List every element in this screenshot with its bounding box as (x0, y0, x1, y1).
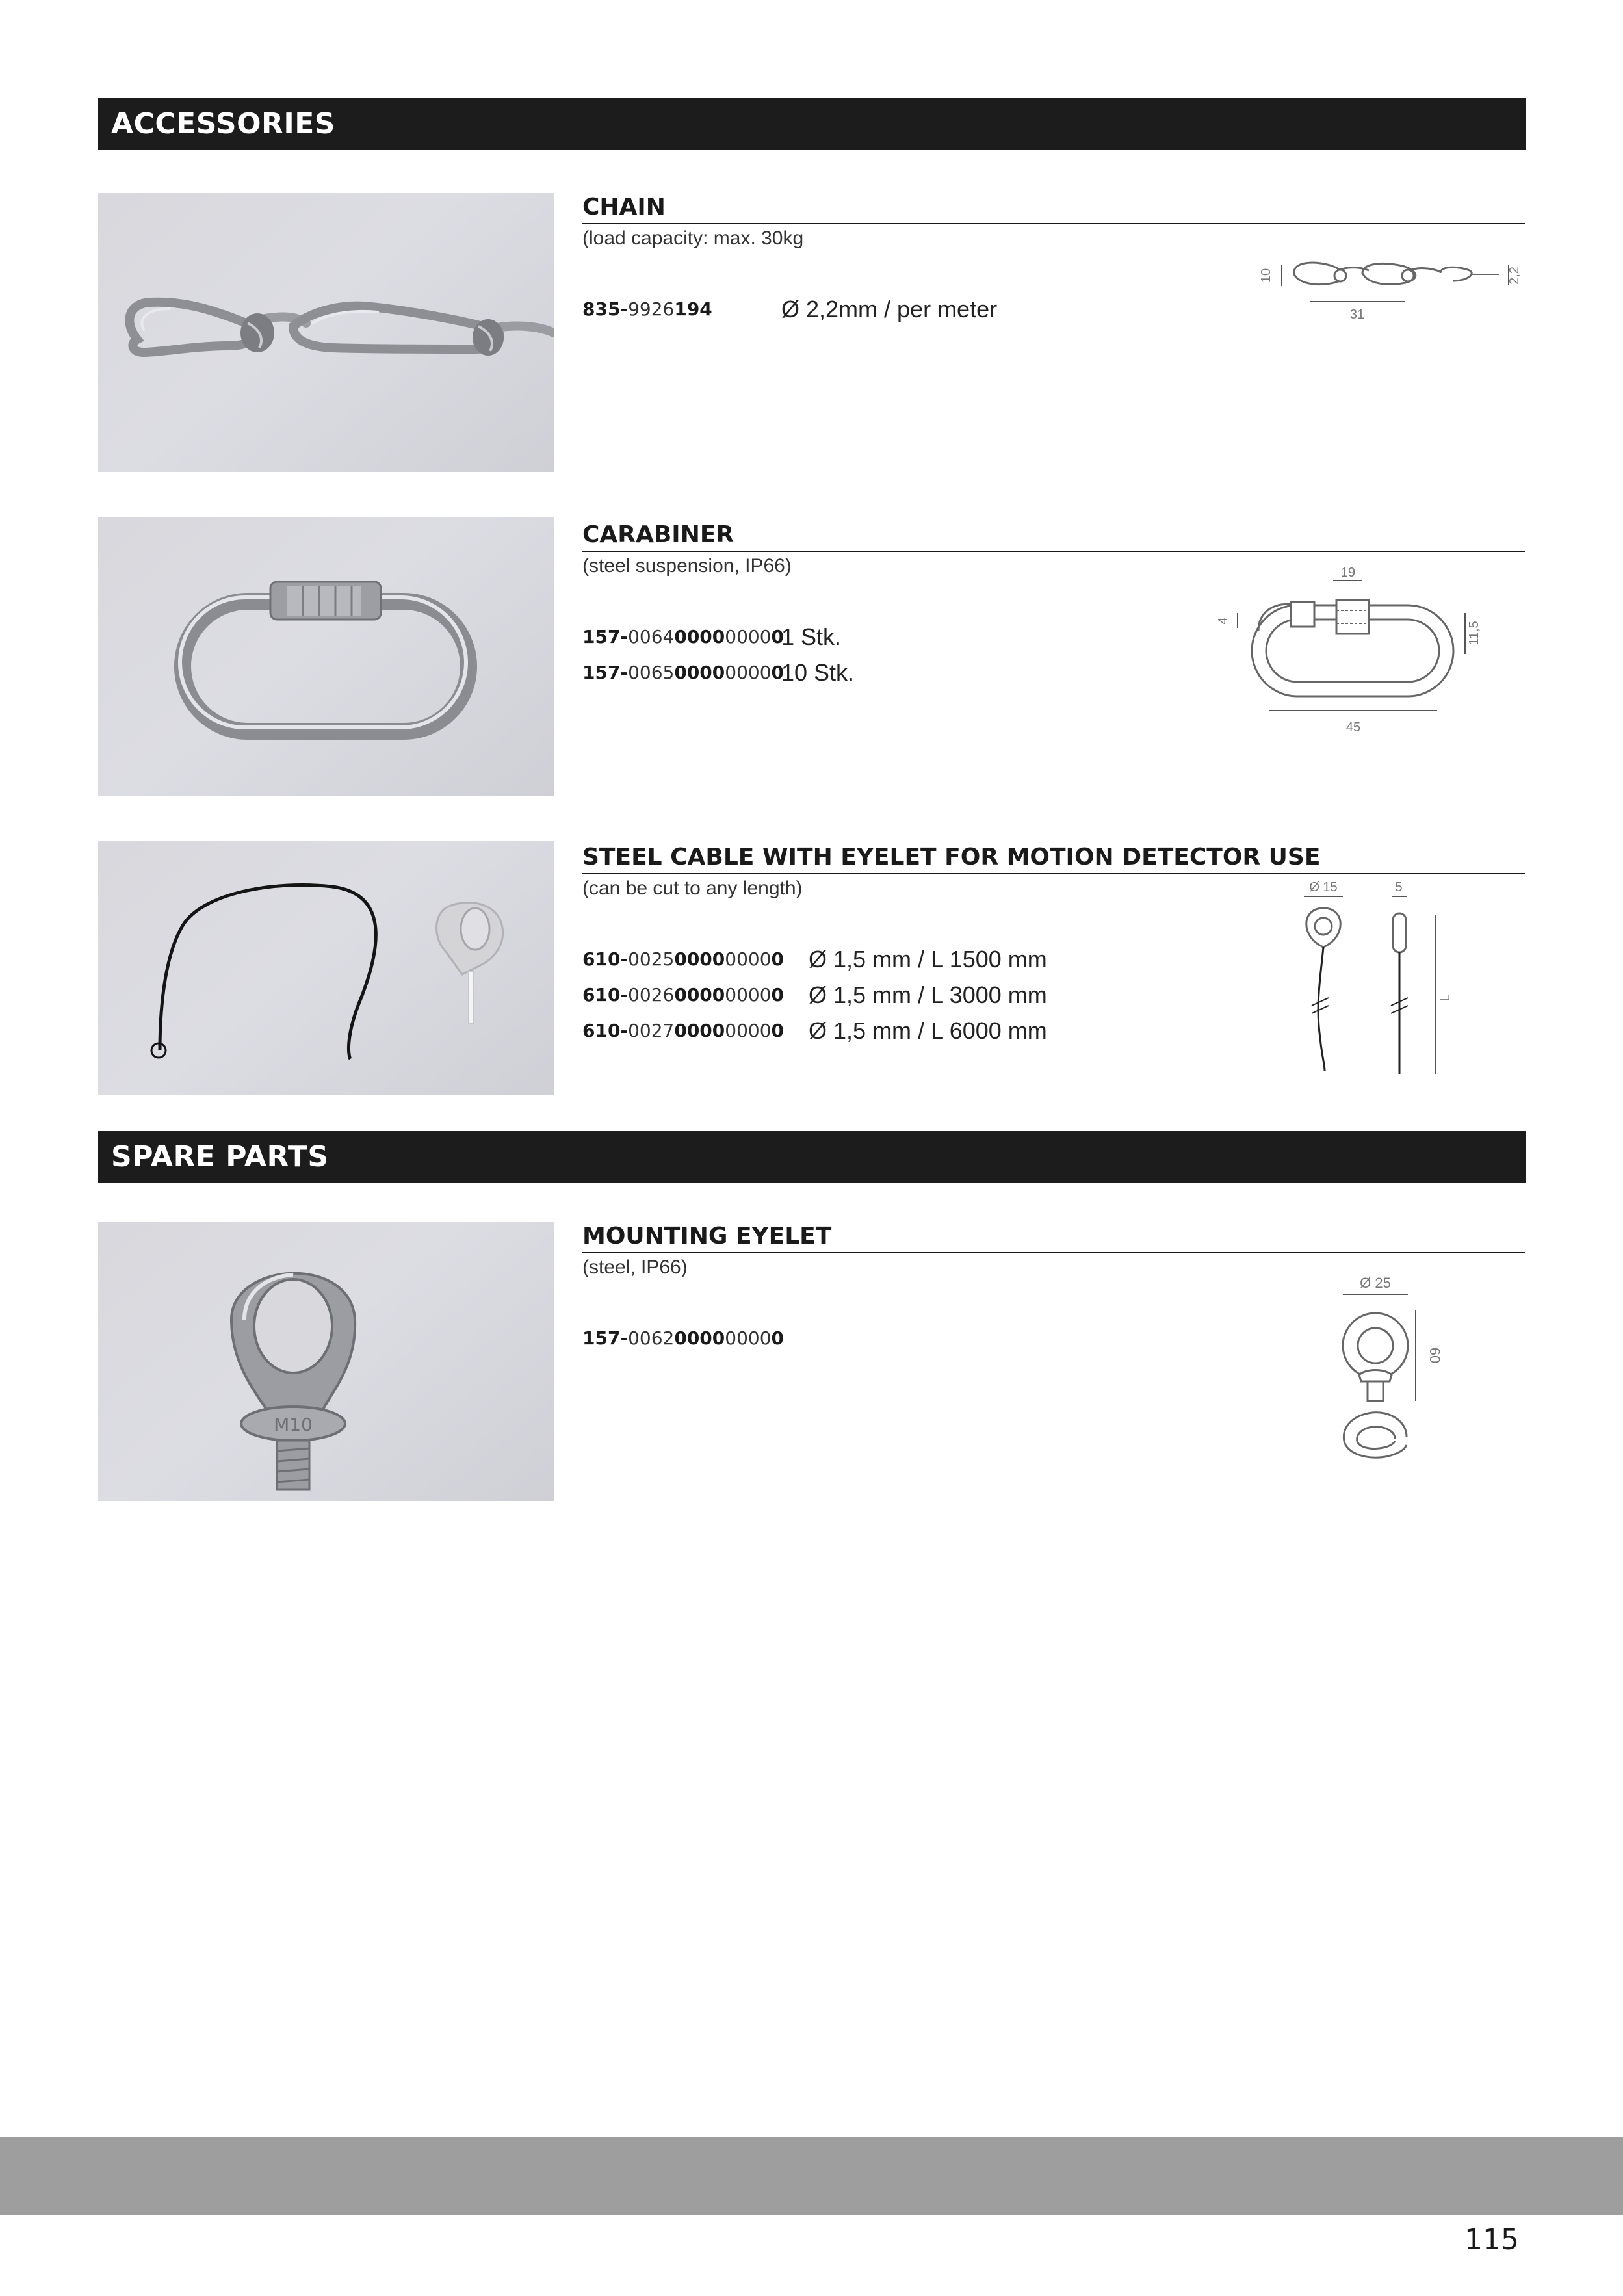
product-mounting-eyelet (582, 1222, 1525, 1502)
product-title: CARABINER (582, 521, 1525, 552)
dim-label: 11,5 (1467, 621, 1481, 646)
article-description: Ø 1,5 mm / L 6000 mm (809, 1017, 1047, 1044)
mounting-eyelet-drawing (1330, 1271, 1460, 1466)
steel-cable-drawing (1284, 876, 1466, 1084)
product-subtitle: (steel, IP66) (582, 1257, 688, 1278)
article-row (582, 626, 784, 648)
dim-label: 5 (1395, 880, 1403, 894)
dim-label: 2,2 (1507, 267, 1522, 285)
article-description: 1 Stk. (781, 623, 842, 650)
product-subtitle: (can be cut to any length) (582, 878, 803, 899)
article-description: Ø 1,5 mm / L 3000 mm (809, 982, 1047, 1008)
product-carabiner (582, 521, 1525, 800)
page-number: 115 (1464, 2223, 1519, 2256)
dim-label: Ø 25 (1360, 1275, 1391, 1291)
article-row (582, 984, 784, 1006)
section-header-accessories: ACCESSORIES (98, 98, 1526, 150)
footer-bar (0, 2137, 1623, 2215)
product-subtitle: (steel suspension, IP66) (582, 555, 792, 577)
dim-label: 10 (1259, 268, 1273, 283)
dim-label: 4 (1216, 617, 1230, 625)
article-description: Ø 2,2mm / per meter (781, 296, 998, 322)
product-subtitle: (load capacity: max. 30kg (582, 228, 804, 249)
dim-label: 45 (1345, 720, 1361, 735)
chain-drawing (1245, 242, 1525, 326)
article-number: 157-0065000000000 (582, 662, 785, 683)
article-description: Ø 1,5 mm / L 1500 mm (809, 946, 1047, 972)
article-number: 610-0027000000000 (582, 1020, 785, 1041)
steel-cable-photo (98, 841, 554, 1095)
dim-label: L (1438, 994, 1453, 1002)
article-number: 157-0064000000000 (582, 626, 785, 647)
article-row (582, 662, 784, 684)
product-steel-cable (582, 843, 1525, 1097)
product-title: STEEL CABLE WITH EYELET FOR MOTION DETECTOR USE (582, 843, 1525, 874)
article-row (582, 948, 784, 971)
product-chain (582, 193, 1525, 473)
article-number: 610-0025000000000 (582, 948, 785, 970)
article-description: 10 Stk. (781, 659, 855, 686)
article-row (582, 298, 712, 320)
article-number: 157-0062000000000 (582, 1327, 785, 1349)
stamp-text: M10 (274, 1414, 313, 1435)
product-title: CHAIN (582, 193, 1525, 224)
chain-photo (98, 193, 554, 472)
carabiner-drawing (1213, 566, 1518, 748)
article-number: 610-0026000000000 (582, 984, 785, 1006)
dim-label: 60 (1427, 1347, 1443, 1364)
article-number: 835-9926194 (582, 298, 712, 320)
article-row (582, 1327, 784, 1350)
section-header-spare-parts: SPARE PARTS (98, 1131, 1526, 1183)
dim-label: 31 (1349, 307, 1365, 322)
product-title: MOUNTING EYELET (582, 1222, 1525, 1253)
dim-label: 19 (1340, 566, 1356, 580)
article-row (582, 1020, 784, 1042)
carabiner-photo (98, 517, 554, 796)
dim-label: Ø 15 (1309, 880, 1338, 894)
mounting-eyelet-photo (98, 1222, 554, 1501)
